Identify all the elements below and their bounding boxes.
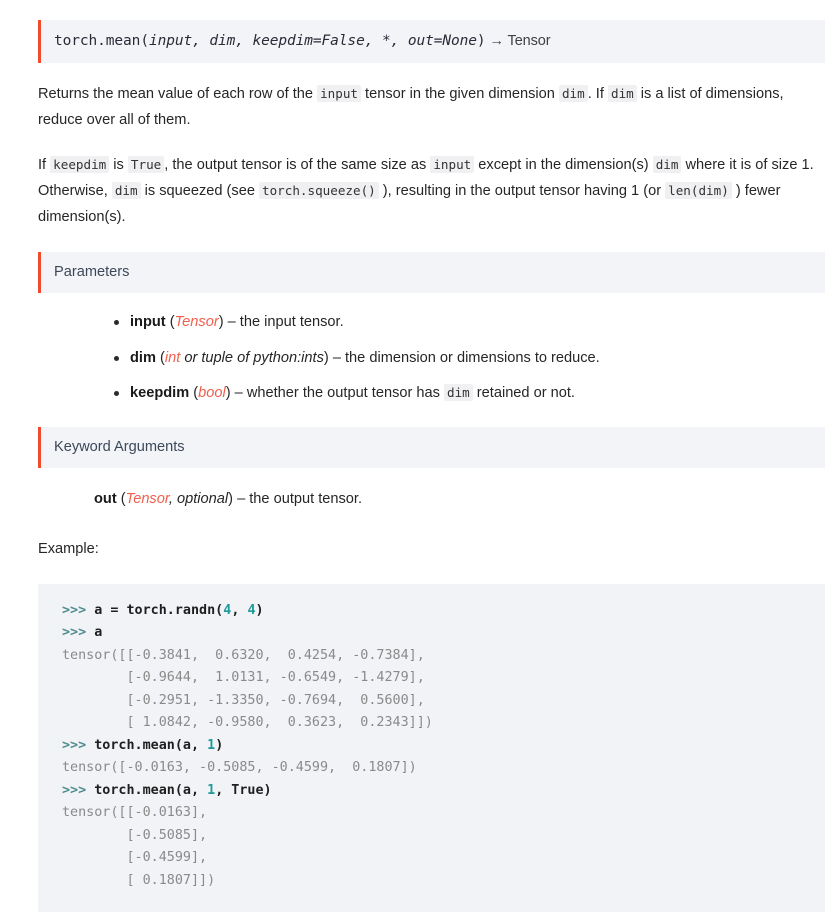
param-separator: – (328, 349, 345, 366)
kwarg-type-suffix: , optional (168, 491, 229, 508)
kwarg-separator: – (233, 491, 250, 508)
inline-code-dim: dim (112, 182, 141, 199)
code-source: , (231, 602, 248, 618)
list-item: input (Tensor) – the input tensor. (130, 311, 830, 334)
code-source: torch.mean(a, (94, 782, 208, 798)
param-type-suffix: or tuple of python:ints (180, 349, 324, 366)
text-fragment: Returns the mean value of each row of the (38, 85, 318, 102)
code-source: torch.mean(a, (94, 737, 208, 753)
inline-code-input: input (430, 156, 474, 173)
param-description-cont: retained or not. (472, 384, 575, 401)
code-number: 1 (207, 782, 216, 798)
param-description: the input tensor. (239, 314, 344, 331)
parameters-title: Parameters (54, 264, 130, 281)
param-name: dim (130, 349, 156, 366)
keyword-arguments-section-header (38, 427, 825, 468)
signature-close-paren: ) (476, 33, 486, 49)
param-description: the dimension or dimensions to reduce. (345, 349, 600, 366)
text-fragment: is a list of dimensions, reduce over all of them. (38, 85, 784, 128)
code-output-line: [-0.4599], (62, 850, 208, 866)
param-separator: – (230, 384, 247, 401)
param-name: keepdim (130, 384, 190, 401)
code-source: ) (255, 602, 264, 618)
code-source: ) (215, 737, 224, 753)
code-prompt: >>> (62, 625, 95, 641)
param-description: whether the output tensor has (246, 384, 444, 401)
signature-arrow: → (489, 33, 504, 49)
inline-code-torch-squeeze[interactable]: torch.squeeze() (259, 182, 379, 199)
text-fragment: , the output tensor is of the same size as (164, 156, 431, 173)
signature-arguments: input, dim, keepdim=False, *, out=None (148, 33, 477, 49)
text-fragment: tensor in the given dimension (361, 85, 559, 102)
param-name: input (130, 314, 166, 331)
text-fragment: . If (587, 85, 608, 102)
function-signature-text (54, 29, 825, 54)
code-prompt: >>> (62, 782, 95, 798)
keyword-arguments-title: Keyword Arguments (54, 439, 185, 456)
text-fragment: is (109, 156, 128, 173)
parameters-list (0, 311, 830, 405)
code-output-line: [ 0.1807]]) (62, 872, 216, 888)
code-output-line: tensor([-0.0163, -0.5085, -0.4599, 0.1807]) (62, 760, 417, 776)
code-source: a = torch.randn( (94, 602, 224, 618)
inline-code-keepdim: keepdim (50, 156, 109, 173)
param-type: int (164, 349, 181, 366)
signature-return-type: Tensor (507, 33, 551, 49)
code-output-line: tensor([[-0.3841, 0.6320, 0.4254, -0.7384], (62, 647, 425, 663)
inline-code-input: input (317, 85, 361, 102)
text-fragment: except in the dimension(s) (474, 156, 653, 173)
param-type: bool (198, 384, 226, 401)
signature-function-name: torch.mean (54, 33, 141, 49)
keyword-argument-item: out (Tensor, optional) – the output tensor. (94, 491, 363, 508)
text-fragment: If (38, 156, 51, 173)
code-source: , True) (215, 782, 272, 798)
code-prompt: >>> (62, 737, 95, 753)
code-output-line: [ 1.0842, -0.9580, 0.3623, 0.2343]]) (62, 715, 433, 731)
code-output-line: [-0.9644, 1.0131, -0.6549, -1.4279], (62, 670, 425, 686)
code-number: 4 (247, 602, 256, 618)
code-output-line: tensor([[-0.0163], (62, 805, 208, 821)
code-number: 1 (207, 737, 216, 753)
code-output-line: [-0.5085], (62, 827, 208, 843)
code-output-line: [-0.2951, -1.3350, -0.7694, 0.5600], (62, 692, 425, 708)
text-fragment: is squeezed (see (140, 182, 260, 199)
text-fragment: where it is of size 1. Otherwise, (38, 156, 814, 199)
inline-code-dim: dim (559, 85, 588, 102)
description-paragraph-2 (38, 153, 830, 231)
list-item: keepdim (bool) – whether the output tensor has dim retained or not. (130, 382, 830, 405)
code-source: a (94, 625, 103, 641)
text-fragment: ) fewer dimension(s). (38, 182, 781, 225)
inline-code-dim: dim (653, 156, 682, 173)
description-paragraph-1 (38, 82, 830, 134)
kwarg-description: the output tensor. (249, 491, 363, 508)
parameters-section-header (38, 252, 825, 293)
text-fragment: ), resulting in the output tensor having 1 (or (378, 182, 666, 199)
code-number: 4 (223, 602, 232, 618)
list-item: dim (int or tuple of python:ints) – the dimension or dimensions to reduce. (130, 347, 830, 370)
example-code-block[interactable] (38, 584, 825, 912)
param-type: Tensor (174, 314, 219, 331)
doc-page (0, 20, 840, 893)
example-label: Example: (38, 540, 99, 557)
code-prompt: >>> (62, 602, 95, 618)
inline-code-true: True (128, 156, 164, 173)
kwarg-type: Tensor (125, 491, 169, 508)
param-separator: – (223, 314, 240, 331)
signature-open-paren: ( (140, 33, 149, 49)
function-signature-block (38, 20, 825, 63)
inline-code-len-dim: len(dim) (665, 182, 732, 199)
inline-code-dim: dim (608, 85, 637, 102)
kwarg-name: out (94, 491, 117, 508)
inline-code-dim: dim (444, 384, 473, 401)
